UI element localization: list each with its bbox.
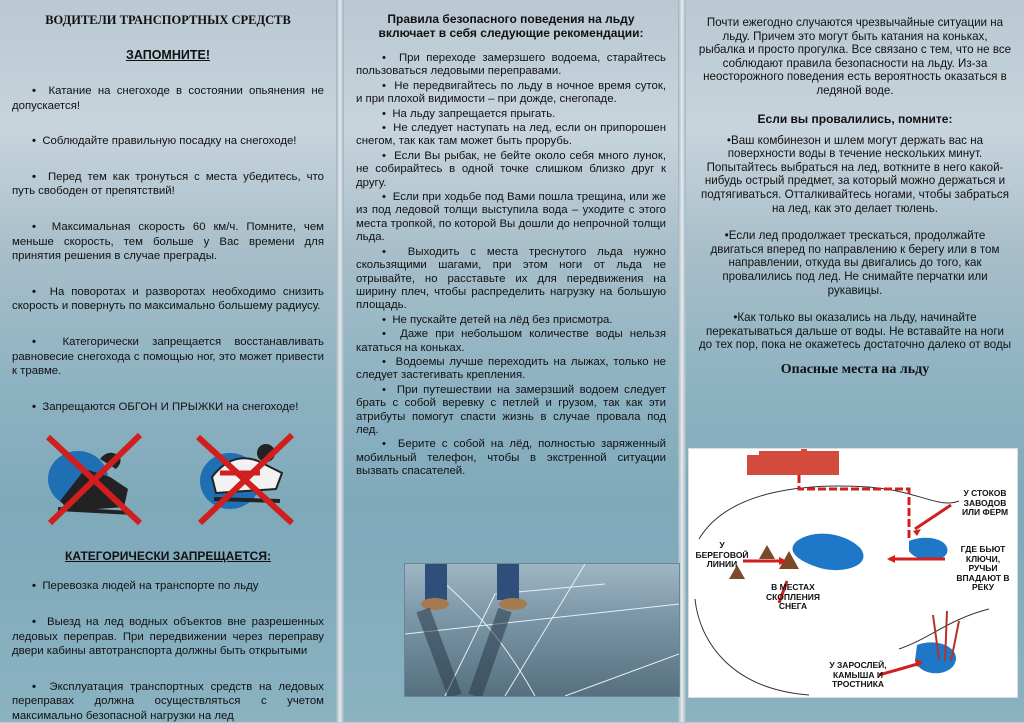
list-item: • Категорически запрещается восстанавливать равновесие снегохода с помощью ног, это может привести к травме. (12, 335, 324, 378)
intro-text: Почти ежегодно случаются чрезвычайные ситуации на льду. Причем это могут быть катания на коньках, рыбалка и просто прогулка. Все связано с тем, что не все соблюдают правила безопасности на льду. Из-за неосторожного поведения есть вероятность оказаться в ледяной воде. (698, 16, 1012, 97)
list-item: • Если Вы рыбак, не бейте около себя много лунок, не собирайтесь в одной точке слишком близко друг к другу. (356, 149, 666, 189)
list-item: • Берите с собой на лёд, полностью заряженный мобильный телефон, чтобы в экстренной ситуации вызвать спасателей. (356, 438, 666, 478)
list-item: • Не пускайте детей на лёд без присмотра. (382, 313, 613, 326)
list-item: • Эксплуатация транспортных средств на ледовых переправах должна осуществляться с учетом максимально безопасной нагрузки на лед (12, 680, 324, 722)
section-subtitle: КАТЕГОРИЧЕСКИ ЗАПРЕЩАЕТСЯ: (65, 549, 271, 564)
no-snowmobile-icon (40, 429, 150, 529)
list-item: • Перед тем как тронуться с места убедитесь, что путь свободен от препятствий! (12, 170, 324, 198)
list-item: • При путешествии на замерзший водоем следует брать с собой веревку с петлей и грузом, так как эти атрибуты помогут спасти жизнь в случае провала под лед. (356, 383, 666, 436)
list-item: • Перевозка людей на транспорте по льду (32, 580, 259, 593)
list-item: • Не передвигайтесь по льду в ночное время суток, и при плохой видимости – при дожде, снегопаде. (356, 79, 666, 106)
list-item: • Максимальная скорость 60 км/ч. Помните, чем меньше скорость, тем больше у Вас времени для принятия решения в случае преграды. (12, 220, 324, 263)
map-title: Опасные места на льду (780, 361, 930, 377)
map-label-reeds: У ЗАРОСЛЕЙ, КАМЫША И ТРОСТНИКА (829, 660, 887, 689)
map-label-shore: У БЕРЕГОВОЙ ЛИНИИ (695, 540, 749, 569)
list-item: • Катание на снегоходе в состоянии опьянения не допускается! (12, 85, 324, 112)
list-item: • Запрещаются ОБГОН И ПРЫЖКИ на снегоходе! (32, 400, 299, 413)
column-snowmobile-rules (0, 0, 336, 722)
section-heading: Правила безопасного поведения на льду включает в себя следующие рекомендации: (378, 12, 644, 40)
list-item: • На льду запрещается прыгать. (382, 107, 556, 120)
cracked-ice-photo (404, 563, 680, 697)
list-item: • Выезд на лед водных объектов вне разрешенных ледовых переправ. При передвижении через переправу двери кабины автотранспорта должны быть открытыми (12, 615, 325, 658)
map-label-springs: ГДЕ БЬЮТ КЛЮЧИ, РУЧЬИ ВПАДАЮТ В РЕКУ (956, 544, 1010, 592)
dangerous-places-map (688, 448, 1018, 698)
map-label-snow: В МЕСТАХ СКОПЛЕНИЯ СНЕГА (765, 582, 821, 611)
no-snowmobile-jump-icon (190, 429, 300, 529)
list-item: •Если лед продолжает трескаться, продолжайте двигаться вперед по направлению к берегу или в том направлении, откуда вы двигались до того, как провалились под лед. Не снимайте перчатки или рукавицы. (710, 229, 1000, 297)
list-item: • Даже при небольшом количестве воды нельзя кататься на коньках. (356, 328, 666, 354)
map-label-factories: У СТОКОВ ЗАВОДОВ ИЛИ ФЕРМ (961, 488, 1009, 517)
list-item: • На поворотах и разворотах необходимо снизить скорость и повернуть по максимально большему радиусу. (12, 285, 324, 313)
list-item: • Соблюдайте правильную посадку на снегоходе! (32, 135, 297, 148)
list-item: • Выходить с места треснутого льда нужно скользящими шагами, при этом ноги от льда не отрывайте, но расставьте их для передвижения на ширину плеч, чтобы распределить нагрузку на большую площадь. (356, 245, 666, 312)
list-item: • Водоемы лучше переходить на лыжах, только не следует застегивать крепления. (356, 355, 666, 382)
column-divider (336, 0, 344, 722)
section-subtitle: ЗАПОМНИТЕ! (126, 48, 210, 62)
list-item: •Ваш комбинезон и шлем могут держать вас на поверхности воды в течение нескольких минут. Попытайтесь выбраться на лед, воткните в него какой-нибудь острый предмет, за который можно держаться и подтягиваться. Отталкивайтесь ногами, чтобы забраться на лед, как это делает тюлень. (700, 133, 1010, 215)
prohibition-icons (12, 429, 324, 541)
list-item: • При переходе замерзшего водоема, старайтесь пользоваться ледовыми переправами. (356, 52, 666, 78)
list-item: • Не следует наступать на лед, если он припорошен снегом, так как там может быть прорубь. (356, 122, 666, 148)
section-title: ВОДИТЕЛИ ТРАНСПОРТНЫХ СРЕДСТВ (45, 13, 291, 27)
list-item: • Если при ходьбе под Вами пошла трещина, или же из под ледовой толщи выступила вода – уходите с этого места тропкой, по которой Вы дошли до непрочной толщи льда. (356, 191, 666, 244)
section-heading: Если вы провалились, помните: (757, 111, 953, 126)
list-item: •Как только вы оказались на льду, начинайте перекатываться дальше от воды. Не вставайте на ноги до тех пор, пока не окажетесь достаточно далеко от воды (698, 311, 1012, 352)
